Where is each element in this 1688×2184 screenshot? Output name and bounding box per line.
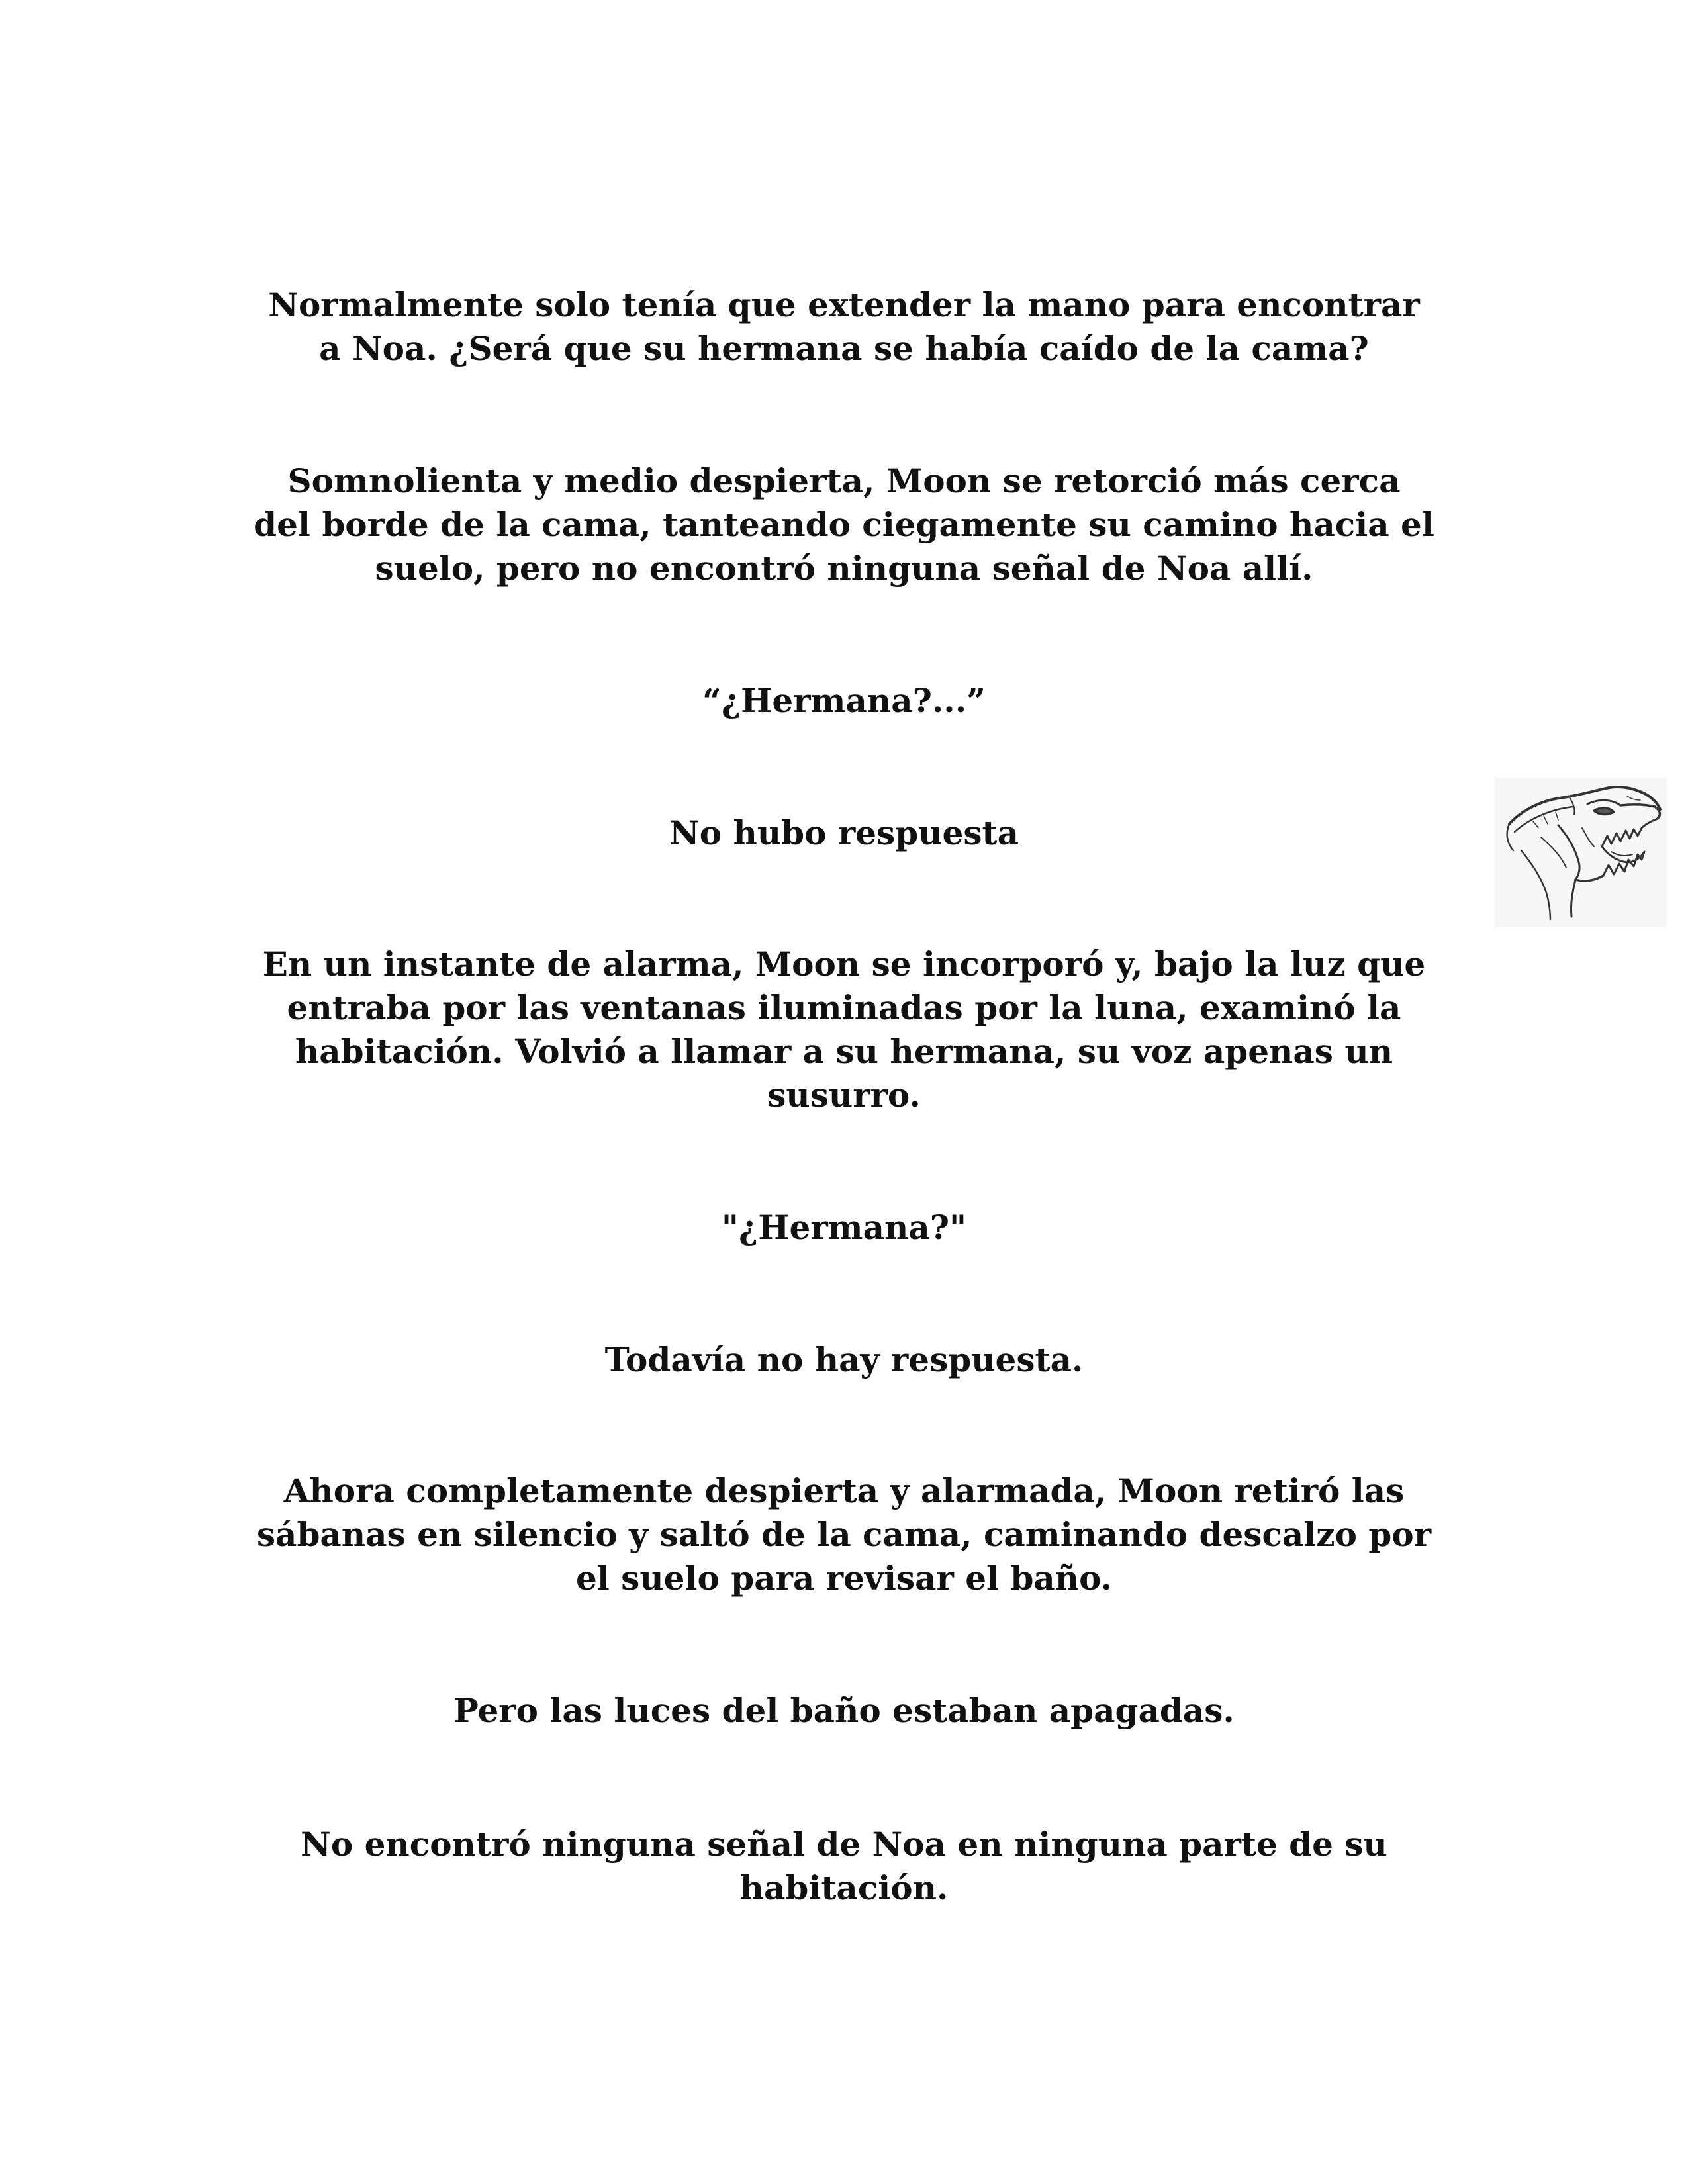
paragraph-still-no-answer: Todavía no hay respuesta.	[604, 1340, 1084, 1379]
paragraph-dialogue-hermana-1: “¿Hermana?...”	[702, 681, 986, 720]
paragraph-sleepy-moon: Somnolienta y medio despierta, Moon se retorció más cerca del borde de la cama, tanteando ciegamente su camino hacia el suelo, pero no encontró ninguna señal de Noa allí.	[254, 461, 1434, 588]
paragraph-no-answer: No hubo respuesta	[669, 813, 1019, 852]
paragraph-alarm: En un instante de alarma, Moon se incorporó y, bajo la luz que entraba por las ventanas iluminadas por la luna, examinó la habitación. Volvió a llamar a su hermana, su voz apenas un susurro.	[262, 944, 1426, 1115]
paragraph-bathroom-lights: Pero las luces del baño estaban apagadas.	[453, 1691, 1235, 1730]
paragraph-dialogue-hermana-2: "¿Hermana?"	[721, 1208, 967, 1247]
paragraph-no-sign-of-noa: No encontró ninguna señal de Noa en ninguna parte de su habitación.	[301, 1825, 1387, 1907]
paragraph-reach-for-noa: Normalmente solo tenía que extender la mano para encontrar a Noa. ¿Será que su hermana se había caído de la cama?	[268, 285, 1420, 368]
dinosaur-head-sketch-icon	[1495, 778, 1667, 927]
paragraph-fully-awake: Ahora completamente despierta y alarmada, Moon retiró las sábanas en silencio y saltó de la cama, caminando descalzo por el suelo para revisar el baño.	[256, 1471, 1432, 1598]
